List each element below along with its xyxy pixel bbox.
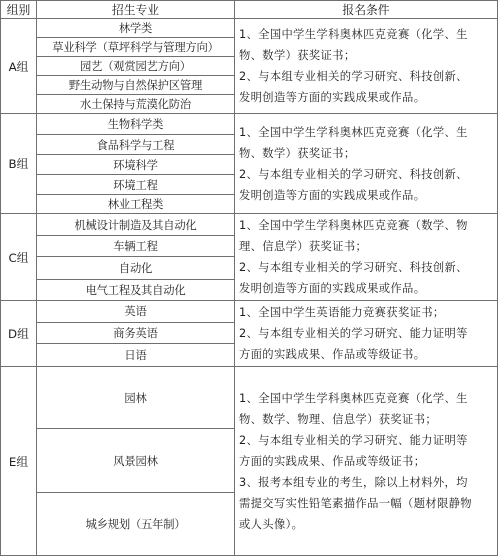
- table-body: [1, 19, 498, 556]
- requirement-line: 方面的实践成果、作品或等级证书；: [239, 454, 426, 468]
- requirement-line: 物、数学）获奖证书；: [239, 146, 356, 160]
- requirement-line: 发明创造等方面的实践成果或作品。: [239, 91, 426, 104]
- requirement-line: 物、数学）获奖证书；: [239, 49, 356, 62]
- group-label-e: E组: [1, 367, 37, 556]
- requirement-line: 2、与本组专业相关的学习研究、能力证明等: [239, 433, 468, 447]
- requirement-cell-c: [235, 214, 498, 301]
- major-cell: 野生动物与自然保护区管理: [37, 76, 235, 95]
- major-cell: 水土保持与荒漠化防治: [37, 95, 235, 114]
- requirement-line: 1、全国中学生学科奥林匹克竞赛（数学、物: [239, 219, 468, 232]
- major-cell: 林学类: [37, 19, 235, 38]
- major-cell: 风景园林: [37, 429, 235, 493]
- major-cell: 食品科学与工程: [37, 135, 235, 155]
- requirement-line: 方面的实践成果、作品或等级证书。: [239, 348, 426, 361]
- major-cell: 林业工程类: [37, 195, 235, 214]
- requirement-line: 需提交写实性铅笔素描作品一幅（题材限静物: [239, 496, 472, 510]
- requirement-line: 1、全国中学生英语能力竞赛获奖证书；: [239, 306, 445, 319]
- requirement-line: 3、报考本组专业的考生，除以上材料外，均: [239, 475, 468, 489]
- major-cell: 商务英语: [37, 322, 235, 344]
- requirement-line: 2、与本组专业相关的学习研究、科技创新、: [239, 261, 468, 274]
- table-row: [1, 114, 498, 135]
- table-row: [1, 214, 498, 236]
- requirement-line: 1、全国中学生学科奥林匹克竞赛（化学、生: [239, 391, 468, 405]
- major-cell: 生物科学类: [37, 114, 235, 135]
- requirement-cell-d: [235, 301, 498, 367]
- group-label-a: A组: [1, 19, 37, 114]
- requirement-line: 或人头像）。: [239, 517, 304, 531]
- major-cell: 日语: [37, 344, 235, 367]
- major-cell: 园林: [37, 367, 235, 429]
- major-cell: 自动化: [37, 257, 235, 279]
- header-row: [1, 1, 498, 19]
- requirement-cell-e: [235, 367, 498, 556]
- requirement-line: 理、信息学）获奖证书；: [239, 240, 368, 253]
- requirement-line: 2、与本组专业相关的学习研究、科技创新、: [239, 70, 468, 83]
- major-column-header: 招生专业: [37, 1, 235, 19]
- table-row: [1, 19, 498, 38]
- requirement-line: 物、数学、物理、信息学）获奖证书；: [239, 412, 437, 426]
- group-label-c: C组: [1, 214, 37, 301]
- major-cell: 环境科学: [37, 155, 235, 175]
- requirement-cell-a: [235, 19, 498, 114]
- major-cell: 园艺（观赏园艺方向）: [37, 57, 235, 76]
- major-cell: 电气工程及其自动化: [37, 279, 235, 300]
- major-cell: 草业科学（草坪科学与管理方向）: [37, 38, 235, 57]
- requirement-line: 2、与本组专业相关的学习研究、科技创新、: [239, 167, 468, 181]
- requirement-line: 1、全国中学生学科奥林匹克竞赛（化学、生: [239, 28, 468, 41]
- table-row: [1, 301, 498, 323]
- major-cell: 城乡规划（五年制）: [37, 493, 235, 556]
- group-label-b: B组: [1, 114, 37, 214]
- major-cell: 机械设计制造及其自动化: [37, 214, 235, 236]
- major-cell: 环境工程: [37, 175, 235, 195]
- requirement-line: 2、与本组专业相关的学习研究、能力证明等: [239, 327, 468, 340]
- requirement-line: 发明创造等方面的实践成果或作品。: [239, 282, 426, 295]
- major-cell: 英语: [37, 301, 235, 323]
- requirement-line: 1、全国中学生学科奥林匹克竞赛（化学、生: [239, 125, 468, 139]
- requirement-line: 发明创造等方面的实践成果或作品。: [239, 188, 426, 202]
- major-cell: 车辆工程: [37, 236, 235, 257]
- requirement-cell-b: [235, 114, 498, 214]
- group-label-d: D组: [1, 301, 37, 367]
- requirement-column-header: 报名条件: [235, 1, 498, 19]
- group-column-header: 组别: [1, 1, 37, 19]
- table-row: [1, 367, 498, 429]
